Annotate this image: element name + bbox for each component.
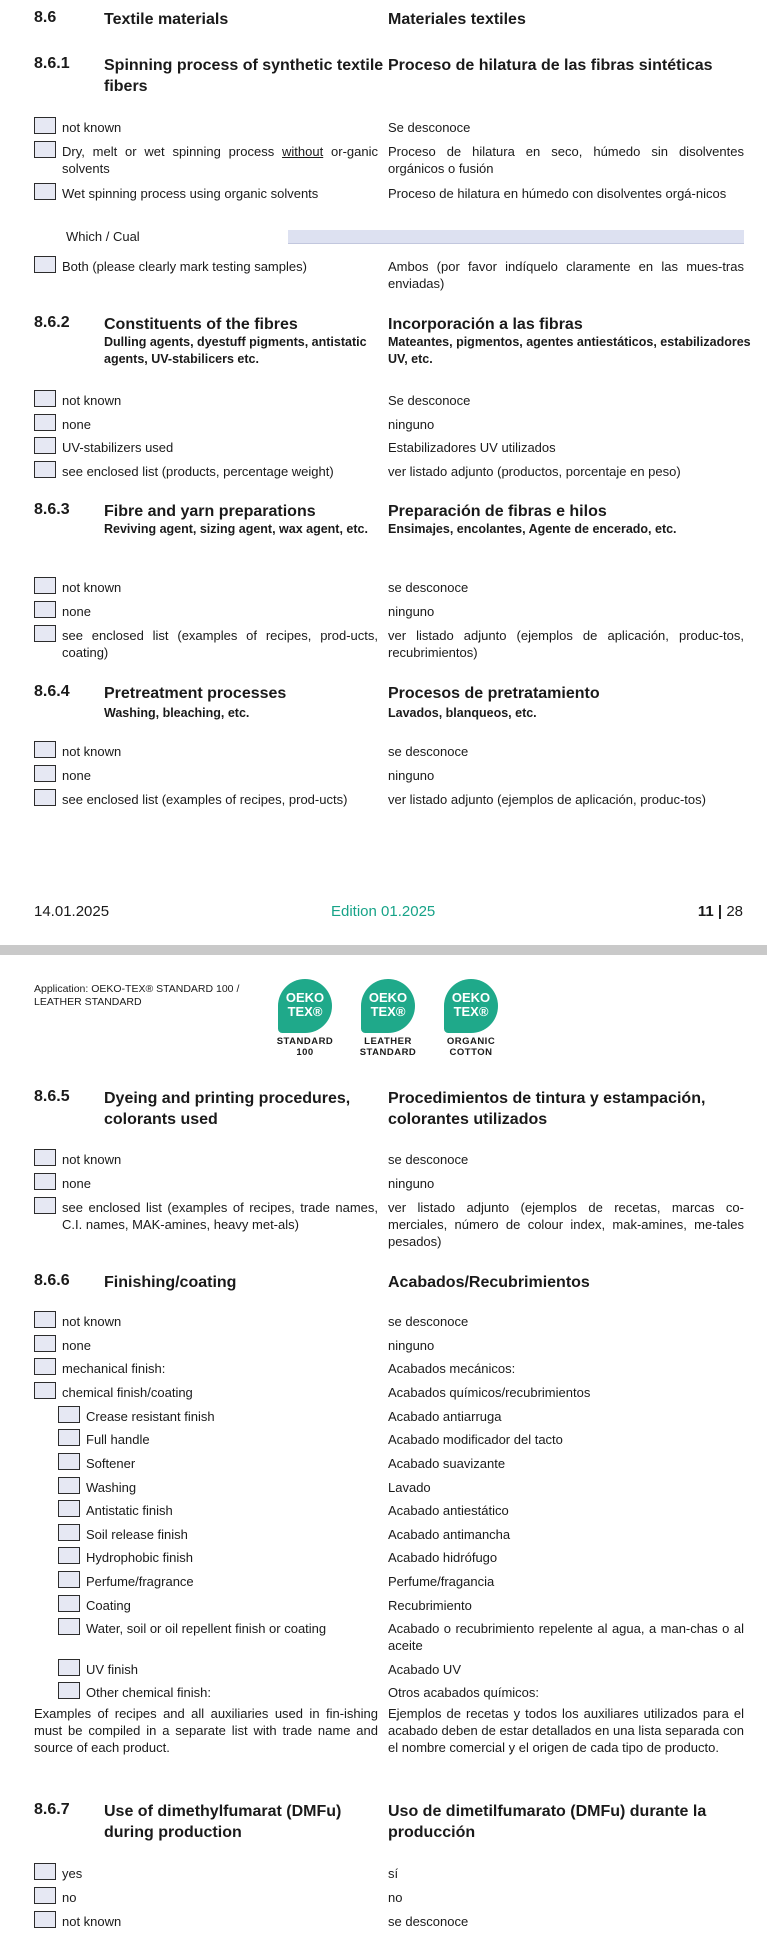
sub-option-label-es: Acabado o recubrimiento repelente al agua, a man-chas o al aceite [388, 1621, 744, 1653]
option-label-es: Estabilizadores UV utilizados [388, 440, 556, 455]
option-label: none [62, 417, 91, 432]
option-label: not known [62, 1152, 122, 1167]
option-label-es: Se desconoce [388, 393, 471, 408]
footer-page-number: 11 | 28 [697, 903, 743, 920]
option-label-es: no [388, 1890, 403, 1905]
page-separator [0, 945, 767, 955]
checkbox[interactable] [34, 741, 56, 758]
option-label: UV-stabilizers used [62, 440, 174, 455]
section-title: Fibre and yarn preparations [104, 503, 316, 520]
section-number: 8.6.5 [34, 1088, 70, 1105]
section-title-es: Materiales textiles [388, 11, 526, 28]
sub-option-label-es: Acabado suavizante [388, 1456, 506, 1471]
option-label-es: se desconoce [388, 1152, 469, 1167]
section-number: 8.6.3 [34, 501, 70, 518]
checkbox[interactable] [34, 390, 56, 407]
checkbox[interactable] [34, 601, 56, 618]
checkbox[interactable] [34, 117, 56, 134]
checkbox[interactable] [34, 1173, 56, 1190]
section-subtitle: Washing, bleaching, etc. [104, 706, 250, 720]
section-title: Spinning process of synthetic textile fibers [104, 57, 384, 95]
sub-option-label-es: Acabado hidrófugo [388, 1550, 498, 1565]
checkbox[interactable] [34, 765, 56, 782]
section-title-es: Proceso de hilatura de las fibras sintéticas [388, 57, 713, 74]
option-label-es: Acabados químicos/recubrimientos [388, 1385, 591, 1400]
option-label: Dry, melt or wet spinning process without or-ganic solvents [62, 144, 378, 176]
option-label-es: sí [388, 1866, 399, 1881]
sub-option-label: Coating [86, 1598, 131, 1613]
option-label-es: ver listado adjunto (ejemplos de aplicación, produc-tos, recubrimientos) [388, 628, 744, 660]
sub-option-label: UV finish [86, 1662, 139, 1677]
section-number: 8.6.1 [34, 55, 70, 72]
option-label-es: ninguno [388, 417, 435, 432]
checkbox[interactable] [34, 1911, 56, 1928]
section-subtitle: Reviving agent, sizing agent, wax agent, etc. [104, 522, 368, 536]
checkbox[interactable] [34, 1382, 56, 1399]
footer-edition: Edition 01.2025 [331, 903, 436, 920]
section-title-es: Procedimientos de tintura y estampación, colorantes utilizados [388, 1090, 706, 1128]
sub-option-label-es: Acabado antimancha [388, 1527, 511, 1542]
checkbox[interactable] [34, 1863, 56, 1880]
oeko-tex-organic-cotton-logo: OEKO TEX® ORGANIC COTTON [436, 979, 506, 1058]
section-title-es: Incorporación a las fibras [388, 316, 583, 333]
option-label: not known [62, 393, 122, 408]
section-title-es: Preparación de fibras e hilos [388, 503, 607, 520]
option-label: Both (please clearly mark testing samples) [62, 259, 307, 274]
checkbox[interactable] [34, 141, 56, 158]
section-number: 8.6.2 [34, 314, 70, 331]
option-label-es: ver listado adjunto (productos, porcentaje en peso) [388, 464, 681, 479]
option-label-es: Ambos (por favor indíquelo claramente en las mues-tras enviadas) [388, 259, 744, 291]
section-subtitle-es: Mateantes, pigmentos, agentes antiestáticos, estabilizadores UV, etc. [388, 335, 751, 366]
section-title-es: Procesos de pretratamiento [388, 685, 600, 702]
option-label: see enclosed list (examples of recipes, trade names, C.I. names, MAK-amines, heavy met-als) [62, 1200, 378, 1232]
option-label: yes [62, 1866, 83, 1881]
option-label-es: ver listado adjunto (ejemplos de recetas, marcas co-merciales, número de colour index, mak-amines, me-tales pesados) [388, 1200, 744, 1249]
section-title-es: Acabados/Recubrimientos [388, 1274, 590, 1291]
sub-option-label-es: Acabado antiarruga [388, 1409, 502, 1424]
option-label: none [62, 1338, 91, 1353]
checkbox[interactable] [58, 1524, 80, 1541]
oeko-tex-standard-100-logo: OEKO TEX® STANDARD 100 [270, 979, 340, 1058]
checkbox[interactable] [58, 1477, 80, 1494]
sub-option-label-es: Acabado antiestático [388, 1503, 509, 1518]
option-label: not known [62, 580, 122, 595]
section-number: 8.6 [34, 9, 57, 26]
sub-option-label: Washing [86, 1480, 137, 1495]
checkbox[interactable] [58, 1406, 80, 1423]
option-label-es: Acabados mecánicos: [388, 1361, 516, 1376]
application-note: Application: OEKO-TEX® STANDARD 100 / LEATHER STANDARD [34, 983, 240, 1008]
checkbox[interactable] [34, 625, 56, 642]
option-label: not known [62, 1314, 122, 1329]
footer-date: 14.01.2025 [34, 903, 110, 920]
sub-option-label: Other chemical finish: [86, 1685, 211, 1700]
section-number: 8.6.7 [34, 1801, 70, 1818]
section-subtitle-es: Ensimajes, encolantes, Agente de encerado, etc. [388, 522, 677, 536]
section-title: Use of dimethylfumarat (DMFu) during production [104, 1803, 342, 1841]
option-label: not known [62, 744, 122, 759]
which-label: Which / Cual [66, 229, 140, 244]
option-label-es: Se desconoce [388, 120, 471, 135]
option-label: no [62, 1890, 77, 1905]
option-label-es: Proceso de hilatura en húmedo con disolventes orgá-nicos [388, 186, 727, 201]
option-label: not known [62, 120, 122, 135]
sub-option-label-es: Otros acabados químicos: [388, 1685, 540, 1700]
sub-option-label: Hydrophobic finish [86, 1550, 193, 1565]
option-label-es: Proceso de hilatura en seco, húmedo sin disolventes orgánicos o fusión [388, 144, 744, 176]
option-label-es: ninguno [388, 1338, 435, 1353]
checkbox[interactable] [58, 1595, 80, 1612]
section-title: Constituents of the fibres [104, 316, 298, 333]
option-label-es: se desconoce [388, 1314, 469, 1329]
sub-option-label: Water, soil or oil repellent finish or coating [86, 1621, 327, 1636]
sub-option-label: Full handle [86, 1432, 150, 1447]
checkbox[interactable] [34, 414, 56, 431]
sub-option-label-es: Perfume/fragancia [388, 1574, 495, 1589]
option-label-es: se desconoce [388, 580, 469, 595]
option-label: see enclosed list (products, percentage weight) [62, 464, 334, 479]
checkbox[interactable] [58, 1571, 80, 1588]
section-subtitle-es: Lavados, blanqueos, etc. [388, 706, 537, 720]
document-page-2 [0, 955, 767, 1958]
option-label: Wet spinning process using organic solvents [62, 186, 319, 201]
option-label-es: ver listado adjunto (ejemplos de aplicación, produc-tos) [388, 792, 706, 807]
option-label: mechanical finish: [62, 1361, 166, 1376]
sub-option-label-es: Lavado [388, 1480, 431, 1495]
section-title-es: Uso de dimetilfumarato (DMFu) durante la producción [388, 1803, 707, 1841]
sub-option-label: Perfume/fragrance [86, 1574, 194, 1589]
checkbox[interactable] [34, 1149, 56, 1166]
sub-option-label-es: Acabado UV [388, 1662, 461, 1677]
section-number: 8.6.6 [34, 1272, 70, 1289]
section-title: Dyeing and printing procedures, colorants used [104, 1090, 351, 1128]
option-label-es: ninguno [388, 1176, 435, 1191]
option-label: not known [62, 1914, 122, 1929]
checkbox[interactable] [34, 183, 56, 200]
checkbox[interactable] [34, 437, 56, 454]
option-label: see enclosed list (examples of recipes, prod-ucts, coating) [62, 628, 378, 660]
checkbox[interactable] [58, 1682, 80, 1699]
checkbox[interactable] [58, 1659, 80, 1676]
section-title: Textile materials [104, 11, 229, 28]
checkbox[interactable] [34, 1197, 56, 1214]
checkbox[interactable] [34, 1887, 56, 1904]
sub-option-label-es: Acabado modificador del tacto [388, 1432, 563, 1447]
document-page-1 [0, 0, 767, 945]
oeko-tex-leather-standard-logo: OEKO TEX® LEATHER STANDARD [353, 979, 423, 1058]
sub-option-label: Crease resistant finish [86, 1409, 215, 1424]
option-label-es: se desconoce [388, 1914, 469, 1929]
option-label-es: se desconoce [388, 744, 469, 759]
checkbox[interactable] [34, 256, 56, 273]
checkbox[interactable] [34, 577, 56, 594]
sub-option-label: Soil release finish [86, 1527, 188, 1542]
option-label: chemical finish/coating [62, 1385, 193, 1400]
which-input[interactable] [288, 230, 744, 244]
checkbox[interactable] [34, 1358, 56, 1375]
checkbox[interactable] [34, 1335, 56, 1352]
option-label-es: ninguno [388, 768, 435, 783]
section-title: Pretreatment processes [104, 685, 287, 702]
option-label-es: ninguno [388, 604, 435, 619]
checkbox[interactable] [58, 1429, 80, 1446]
option-label: none [62, 768, 91, 783]
checkbox[interactable] [34, 789, 56, 806]
option-label: see enclosed list (examples of recipes, prod-ucts) [62, 792, 348, 807]
finishing-note-es: Ejemplos de recetas y todos los auxiliares utilizados para el acabado deben de estar detallados en una lista separada con el nombre comercial y el origen de cada tipo de producto. [388, 1706, 744, 1755]
checkbox[interactable] [34, 1311, 56, 1328]
section-title: Finishing/coating [104, 1274, 237, 1291]
checkbox[interactable] [58, 1547, 80, 1564]
checkbox[interactable] [34, 461, 56, 478]
sub-option-label: Antistatic finish [86, 1503, 173, 1518]
sub-option-label: Softener [86, 1456, 136, 1471]
checkbox[interactable] [58, 1453, 80, 1470]
section-number: 8.6.4 [34, 683, 70, 700]
checkbox[interactable] [58, 1618, 80, 1635]
finishing-note: Examples of recipes and all auxiliaries used in fin-ishing must be compiled in a separate list with trade name and source of each product. [34, 1706, 378, 1755]
option-label: none [62, 604, 91, 619]
checkbox[interactable] [58, 1500, 80, 1517]
option-label: none [62, 1176, 91, 1191]
section-subtitle: Dulling agents, dyestuff pigments, antistatic agents, UV-stabilicers etc. [104, 335, 367, 366]
sub-option-label-es: Recubrimiento [388, 1598, 472, 1613]
